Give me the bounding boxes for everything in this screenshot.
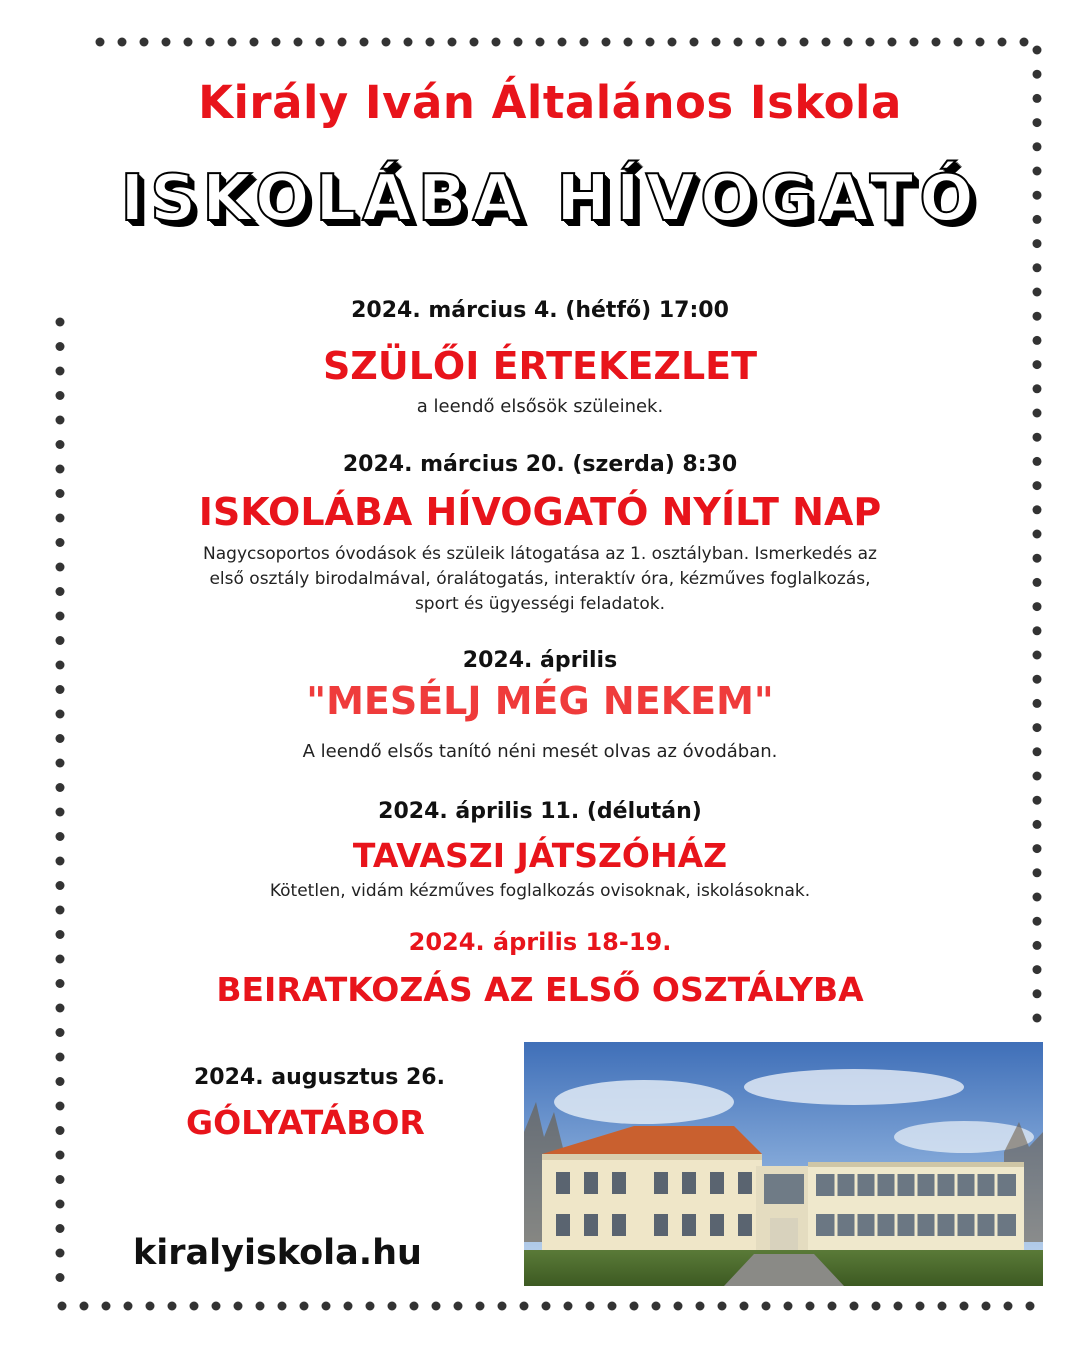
border-dot <box>184 38 193 47</box>
border-dot <box>806 1302 815 1311</box>
border-dot <box>624 38 633 47</box>
border-dot <box>696 1302 705 1311</box>
border-dot <box>56 1077 65 1086</box>
border-dot <box>56 1126 65 1135</box>
border-dot <box>470 38 479 47</box>
border-dot <box>234 1302 243 1311</box>
border-dot <box>1033 1014 1042 1023</box>
border-dot <box>228 38 237 47</box>
border-dot <box>674 1302 683 1311</box>
border-dot <box>564 1302 573 1311</box>
border-dot <box>162 38 171 47</box>
border-dot <box>960 1302 969 1311</box>
border-dot <box>646 38 655 47</box>
border-dot <box>300 1302 309 1311</box>
border-dot <box>96 38 105 47</box>
border-dot <box>756 38 765 47</box>
border-dot <box>998 38 1007 47</box>
border-dot <box>454 1302 463 1311</box>
border-dot <box>404 38 413 47</box>
border-dot <box>520 1302 529 1311</box>
border-dot <box>168 1302 177 1311</box>
border-dot <box>250 38 259 47</box>
border-dot <box>1020 38 1029 47</box>
event-description: A leendő elsős tanító néni mesét olvas az óvodában. <box>302 741 778 762</box>
border-dot <box>690 38 699 47</box>
event-title: GÓLYATÁBOR <box>186 1103 425 1142</box>
border-dot <box>206 38 215 47</box>
website-url: kiralyiskola.hu <box>133 1233 422 1273</box>
border-dot <box>56 1200 65 1209</box>
event-date: 2024. április 11. (délután) <box>378 799 702 824</box>
border-dot <box>778 38 787 47</box>
event-title: BEIRATKOZÁS AZ ELSŐ OSZTÁLYBA <box>216 970 864 1009</box>
border-dot <box>432 1302 441 1311</box>
border-dot <box>498 1302 507 1311</box>
border-dot <box>762 1302 771 1311</box>
border-dot <box>586 1302 595 1311</box>
border-dot <box>1033 288 1042 297</box>
border-dot <box>828 1302 837 1311</box>
border-dot <box>954 38 963 47</box>
border-dot <box>56 1273 65 1282</box>
border-dot <box>932 38 941 47</box>
border-dot <box>668 38 677 47</box>
border-dot <box>602 38 611 47</box>
border-dot <box>630 1302 639 1311</box>
border-dot <box>1033 481 1042 490</box>
event-date: 2024. augusztus 26. <box>194 1065 445 1090</box>
border-dot <box>56 1151 65 1160</box>
border-dot <box>56 783 65 792</box>
border-dot <box>910 38 919 47</box>
border-dot <box>124 1302 133 1311</box>
border-dot <box>580 38 589 47</box>
border-dot <box>872 1302 881 1311</box>
border-dot <box>294 38 303 47</box>
border-dot <box>514 38 523 47</box>
border-dot <box>146 1302 155 1311</box>
event-description-line: sport és ügyességi feladatok. <box>414 594 666 614</box>
school-name: Király Iván Általános Iskola <box>198 76 902 129</box>
border-dot <box>718 1302 727 1311</box>
border-dot <box>56 1028 65 1037</box>
border-dot <box>712 38 721 47</box>
border-dot <box>272 38 281 47</box>
border-dot <box>140 38 149 47</box>
border-dot <box>1033 46 1042 55</box>
school-building-photo <box>524 1042 1043 1286</box>
border-dot <box>1033 239 1042 248</box>
border-dot <box>536 38 545 47</box>
border-dot <box>938 1302 947 1311</box>
border-dot <box>56 1224 65 1233</box>
border-dot <box>410 1302 419 1311</box>
border-dot <box>1033 772 1042 781</box>
event-title: ISKOLÁBA HÍVOGATÓ NYÍLT NAP <box>198 490 882 534</box>
border-dot <box>476 1302 485 1311</box>
border-dot <box>558 38 567 47</box>
border-dot <box>366 1302 375 1311</box>
event-date: 2024. március 20. (szerda) 8:30 <box>342 452 738 477</box>
border-dot <box>448 38 457 47</box>
border-dot <box>426 38 435 47</box>
border-dot <box>118 38 127 47</box>
border-dot <box>542 1302 551 1311</box>
border-dot <box>190 1302 199 1311</box>
border-dot <box>740 1302 749 1311</box>
border-dot <box>382 38 391 47</box>
border-dot <box>344 1302 353 1311</box>
border-dot <box>212 1302 221 1311</box>
border-dot <box>56 440 65 449</box>
border-dot <box>850 1302 859 1311</box>
border-dot <box>256 1302 265 1311</box>
event-title: "MESÉLJ MÉG NEKEM" <box>306 679 774 723</box>
border-dot <box>916 1302 925 1311</box>
event-description-line: első osztály birodalmával, óralátogatás, interaktív óra, kézműves foglalkozás, <box>209 569 871 589</box>
event-title: TAVASZI JÁTSZÓHÁZ <box>352 836 728 875</box>
border-dot <box>388 1302 397 1311</box>
border-dot <box>338 38 347 47</box>
border-dot <box>784 1302 793 1311</box>
event-date: 2024. április <box>462 648 618 673</box>
border-dot <box>56 906 65 915</box>
border-dot <box>322 1302 331 1311</box>
border-dot <box>1033 626 1042 635</box>
border-dot <box>800 38 809 47</box>
event-date: 2024. április 18-19. <box>408 928 672 956</box>
border-dot <box>1026 1302 1035 1311</box>
event-description: a leendő elsősök szüleinek. <box>416 396 664 417</box>
border-dot <box>608 1302 617 1311</box>
border-dot <box>102 1302 111 1311</box>
border-dot <box>56 1053 65 1062</box>
banner-title: ISKOLÁBA HÍVOGATÓ <box>120 162 980 236</box>
border-dot <box>894 1302 903 1311</box>
border-dot <box>822 38 831 47</box>
border-dot <box>56 1175 65 1184</box>
border-dot <box>80 1302 89 1311</box>
border-dot <box>1033 142 1042 151</box>
event-date: 2024. március 4. (hétfő) 17:00 <box>351 298 729 323</box>
border-dot <box>278 1302 287 1311</box>
event-description: Kötetlen, vidám kézműves foglalkozás ovisoknak, iskolásoknak. <box>269 881 811 901</box>
border-dot <box>56 636 65 645</box>
border-dot <box>492 38 501 47</box>
border-dot <box>56 1249 65 1258</box>
border-dot <box>1033 723 1042 732</box>
border-dot <box>1033 433 1042 442</box>
border-dot <box>888 38 897 47</box>
border-dot <box>316 38 325 47</box>
border-dot <box>1033 263 1042 272</box>
event-description-line: Nagycsoportos óvodások és szüleik látogatása az 1. osztályban. Ismerkedés az <box>203 544 877 564</box>
border-dot <box>58 1302 67 1311</box>
border-dot <box>56 1102 65 1111</box>
border-dot <box>982 1302 991 1311</box>
border-dot <box>360 38 369 47</box>
border-dot <box>866 38 875 47</box>
border-dot <box>1004 1302 1013 1311</box>
border-dot <box>1033 917 1042 926</box>
border-dot <box>976 38 985 47</box>
border-dot <box>734 38 743 47</box>
event-title: SZÜLŐI ÉRTEKEZLET <box>322 344 758 388</box>
border-dot <box>652 1302 661 1311</box>
border-dot <box>844 38 853 47</box>
